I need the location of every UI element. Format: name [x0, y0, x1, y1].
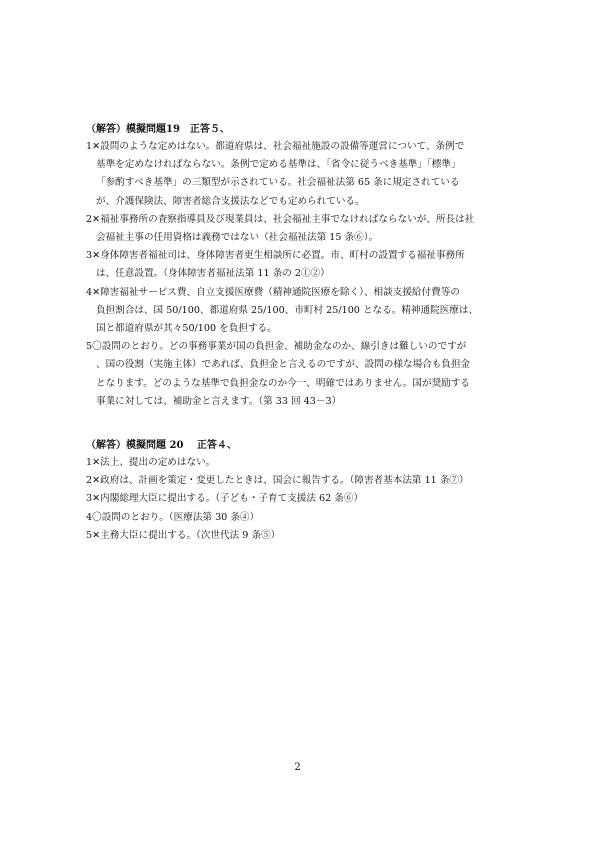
answer-line: 4✕障害福祉サービス費、自立支援医療費（精神通院医療を除く）、相談支援給付費等の [86, 286, 460, 298]
answer-line: となります。どのような基準で負担金なのか今一、明確ではありません。国が奨励する [96, 377, 470, 389]
answer-line: は、任意設置。（身体障害者福祉法第 11 条の 2①②） [96, 268, 330, 280]
answer-line: 負担割合は、国 50/100、都道府県 25/100、市町村 25/100 となる。精神通院医療は、 [96, 304, 479, 316]
answer-line: 事業に対しては、補助金と言えます。（第 33 回 43－3） [96, 395, 342, 407]
answer-line: 1✕法上、提出の定めはない。 [86, 457, 216, 468]
answer-line: 3✕内閣総理大臣に提出する。（子ども・子育て支援法 62 条⑥） [86, 493, 364, 505]
answer-line: 国と都道府県が其々50/100 を負担する。 [96, 323, 277, 335]
answer-line: 「参酌すべき基準」の三類型が示されている。社会福祉法第 65 条に規定されている [96, 177, 460, 189]
page-number: 2 [294, 762, 301, 773]
answer-heading: （解答）模擬問題19 正答５、 [86, 124, 230, 135]
answer-line: 1✕設問のような定めはない。都道府県は、社会福祉施設の設備等運営について、条例で [86, 141, 465, 152]
answer-line: 5✕主務大臣に提出する。（次世代法 9 条⑤） [86, 529, 281, 541]
answer-line: 2✕政府は、計画を策定・変更したときは、国会に報告する。（障害者基本法第 11 条⑦） [86, 475, 469, 487]
answer-heading: （解答）模擬問題 20 正答４、 [86, 440, 237, 451]
answer-line: 2✕福祉事務所の査察指導員及び現業員は、社会福祉主事でなければならないが、所長は社 [86, 213, 475, 225]
answer-section-19 [86, 122, 526, 411]
answer-line: 基準を定めなければならない。条例で定める基準は、「省令に従うべき基準」「標準」 [96, 159, 461, 171]
answer-line: が、介護保険法、障害者総合支援法などでも定められている。 [96, 195, 365, 207]
answer-line: 会福祉主事の任用資格は義務ではない（社会福祉法第 15 条⑥）。 [96, 232, 379, 244]
answer-line: 、国の役割（実施主体）であれば、負担金と言えるのですが、設問の様な場合も負担金 [96, 359, 471, 371]
answer-section-20 [86, 438, 526, 545]
answer-line: 4〇設問のとおり。（医療法第 30 条④） [86, 511, 260, 523]
answer-line: 5〇設問のとおり。どの事務事業が国の負担金、補助金なのか、線引きは難しいのですが [86, 341, 467, 353]
answer-line: 3✕身体障害者福祉司は、身体障害者更生相談所に必置。市、町村の設置する福祉事務所 [86, 250, 465, 262]
